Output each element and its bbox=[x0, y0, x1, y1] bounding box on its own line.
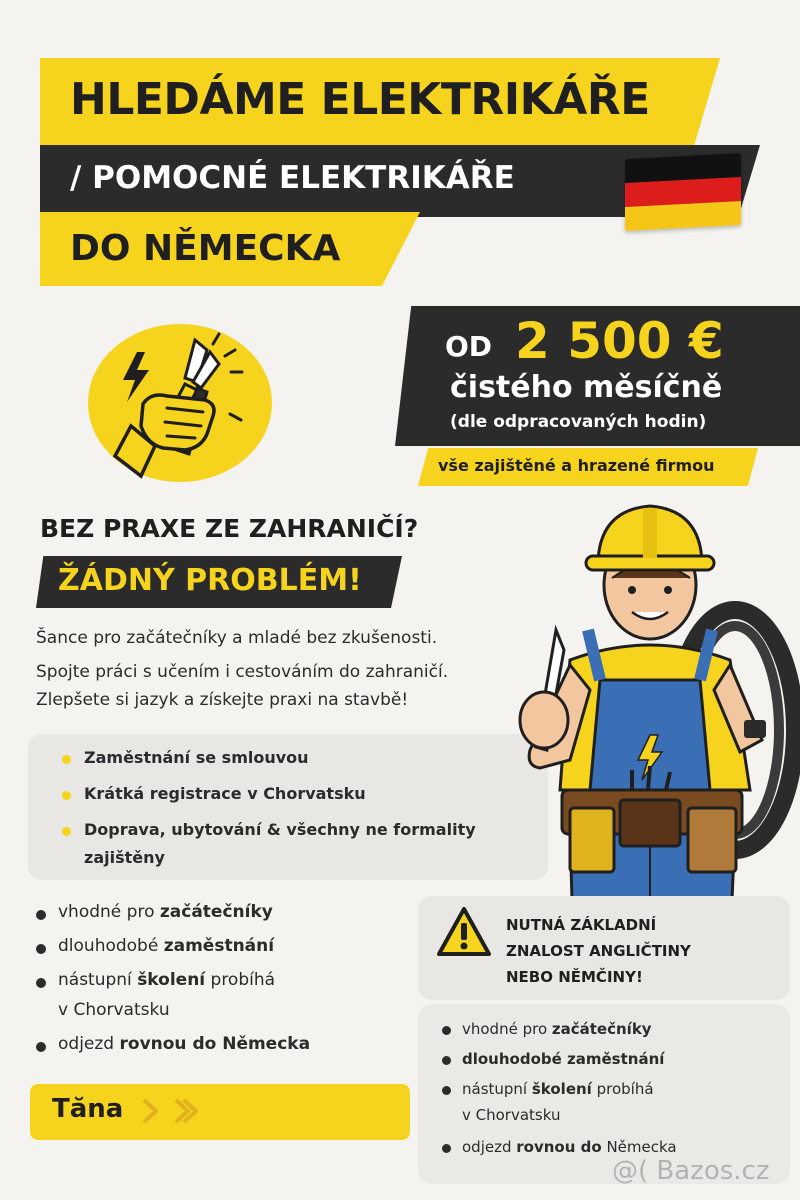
headline-line3: DO NĚMECKA bbox=[70, 228, 341, 269]
summary-item-continued: v Chorvatsku bbox=[462, 1106, 561, 1124]
headline-line2: / POMOCNÉ ELEKTRIKÁŘE bbox=[70, 160, 515, 196]
intro-paragraph-3: Zlepšete si jazyk a získejte praxi na stavbě! bbox=[36, 690, 409, 710]
benefit-bullet-icon bbox=[62, 827, 71, 836]
list-bullet-icon bbox=[442, 1086, 451, 1095]
list-item-continued: v Chorvatsku bbox=[58, 1000, 170, 1020]
summary-item: odjezd rovnou do Německa bbox=[462, 1138, 677, 1156]
flag-stripe-gold bbox=[625, 201, 741, 231]
list-bullet-icon bbox=[36, 978, 46, 988]
no-problem-text: ŽÁDNÝ PROBLÉM! bbox=[58, 563, 362, 598]
benefit-item-continued: zajištěny bbox=[84, 848, 165, 867]
list-bullet-icon bbox=[36, 1042, 46, 1052]
summary-item: vhodné pro začátečníky bbox=[462, 1020, 652, 1038]
summary-item: dlouhodobé zaměstnání bbox=[462, 1050, 665, 1068]
warning-line-1: NUTNÁ ZÁKLADNÍ bbox=[506, 916, 657, 934]
list-bullet-icon bbox=[442, 1026, 451, 1035]
list-bullet-icon bbox=[442, 1144, 451, 1153]
salary-ribbon-text: vše zajištěné a hrazené firmou bbox=[438, 456, 715, 475]
benefit-bullet-icon bbox=[62, 755, 71, 764]
benefit-bullet-icon bbox=[62, 791, 71, 800]
benefit-item: Krátká registrace v Chorvatsku bbox=[84, 784, 366, 803]
list-bullet-icon bbox=[36, 944, 46, 954]
watermark: @( Bazos.cz bbox=[612, 1156, 770, 1186]
warning-icon bbox=[436, 906, 492, 958]
electrician-illustration bbox=[500, 490, 800, 900]
intro-paragraph-1: Šance pro začátečníky a mladé bez zkušenosti. bbox=[36, 628, 438, 648]
warning-line-2: ZNALOST ANGLIČTINY bbox=[506, 942, 691, 960]
list-item: vhodné pro začátečníky bbox=[58, 902, 273, 922]
summary-item: nástupní školení probíhá bbox=[462, 1080, 654, 1098]
intro-paragraph-2: Spojte práci s učením i cestováním do zahraničí. bbox=[36, 662, 449, 682]
german-flag-icon bbox=[625, 153, 741, 231]
benefit-item: Zaměstnání se smlouvou bbox=[84, 748, 309, 767]
salary-amount: 2 500 € bbox=[515, 312, 724, 370]
list-item: odjezd rovnou do Německa bbox=[58, 1034, 311, 1054]
list-bullet-icon bbox=[442, 1056, 451, 1065]
salary-note: (dle odpracovaných hodin) bbox=[450, 412, 707, 432]
list-bullet-icon bbox=[36, 910, 46, 920]
question-headline: BEZ PRAXE ZE ZAHRANIČÍ? bbox=[40, 514, 419, 543]
headline-line1: HLEDÁME ELEKTRIKÁŘE bbox=[70, 74, 650, 125]
list-item: nástupní školení probíhá bbox=[58, 970, 276, 990]
benefit-item: Doprava, ubytování & všechny ne formality bbox=[84, 820, 476, 839]
chevron-right-icon bbox=[140, 1096, 200, 1126]
salary-period: čistého měsíčně bbox=[450, 370, 723, 405]
list-item: dlouhodobé zaměstnání bbox=[58, 936, 275, 956]
pliers-icon bbox=[85, 322, 275, 484]
contact-name: Tăna bbox=[52, 1094, 124, 1124]
warning-line-3: NEBO NĚMČINY! bbox=[506, 968, 643, 986]
salary-prefix: OD bbox=[445, 330, 493, 363]
